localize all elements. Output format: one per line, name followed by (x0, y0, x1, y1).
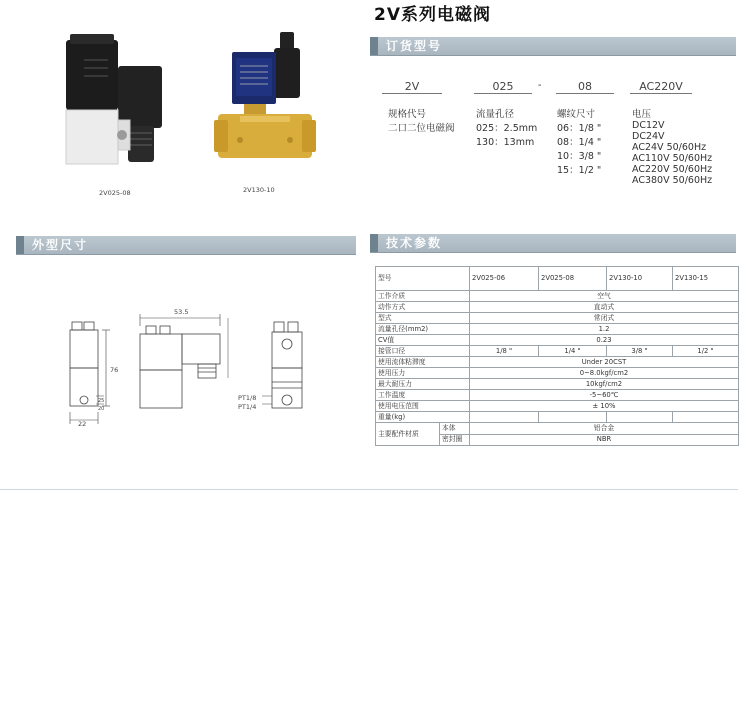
order-code-thread: 08 (556, 80, 614, 94)
tech-section-bar (370, 234, 736, 253)
spec-row-weight: 重量(kg) (376, 412, 739, 423)
order-col-voltage: 电压 DC12V DC24V AC24V 50/60Hz AC110V 50/60Hz AC220V 50/60Hz AC380V 50/60Hz (632, 109, 713, 186)
order-code-separator: - (538, 80, 542, 91)
spec-row: 使用电压范围 ± 10% (376, 401, 739, 412)
product-label-2v025: 2V025-08 (99, 189, 131, 197)
spec-row: 工作介质 空气 (376, 291, 739, 302)
page-title: 2V系列电磁阀 (374, 5, 491, 25)
order-section-header: 订货型号 (386, 39, 443, 53)
dim-port-a: PT1/8 (238, 394, 257, 402)
bottom-divider (0, 489, 738, 490)
spec-table (375, 266, 739, 446)
order-col-spec: 规格代号 二口二位电磁阀 (388, 109, 455, 134)
spec-row: 最大耐压力 10kgf/cm2 (376, 379, 739, 390)
spec-row-material-seal: 密封圈 NBR (376, 434, 739, 446)
spec-head-row: 型号 2V025-06 2V025-08 2V130-10 2V130-15 (376, 267, 739, 291)
spec-row-port: 接管口径 1/8 " 1/4 " 3/8 " 1/2 " (376, 346, 739, 357)
order-section-bar (370, 37, 736, 56)
spec-row: 流量孔径(mm2) 1.2 (376, 324, 739, 335)
dimension-drawing (60, 300, 350, 440)
spec-row: CV值 0.23 (376, 335, 739, 346)
dim-height-left: 76 (110, 366, 119, 374)
tech-section-header: 技术参数 (386, 236, 443, 250)
dim-small-a: 25 (98, 398, 105, 404)
order-col-thread: 螺纹尺寸 06：1/8 " 08：1/4 " 10：3/8 " 15：1/2 " (557, 109, 602, 176)
order-code-series: 2V (382, 80, 442, 94)
dims-section-bar (16, 236, 356, 255)
order-col-orifice: 流量孔径 025：2.5mm 130：13mm (476, 109, 538, 148)
spec-row: 型式 常闭式 (376, 313, 739, 324)
order-code-voltage: AC220V (630, 80, 692, 94)
spec-table-wrap (375, 266, 739, 446)
product-label-2v130: 2V130-10 (243, 186, 275, 194)
product-image-2v130 (210, 30, 320, 170)
spec-row: 工作温度 -5~60℃ (376, 390, 739, 401)
spec-row-material-body: 主要配件材质 本体 铝合金 (376, 423, 739, 435)
dim-width-bottom: 22 (78, 420, 87, 428)
spec-row: 动作方式 直动式 (376, 302, 739, 313)
dim-width-top: 53.5 (174, 308, 189, 316)
order-code-orifice: 025 (474, 80, 532, 94)
dims-section-header: 外型尺寸 (32, 238, 89, 252)
dim-port-b: PT1/4 (238, 403, 257, 411)
spec-row: 使用流体粘滞度 Under 20CST (376, 357, 739, 368)
dim-small-b: 20 (98, 406, 105, 412)
product-image-2v025 (60, 28, 180, 178)
spec-row: 使用压力 0~8.0kgf/cm2 (376, 368, 739, 379)
